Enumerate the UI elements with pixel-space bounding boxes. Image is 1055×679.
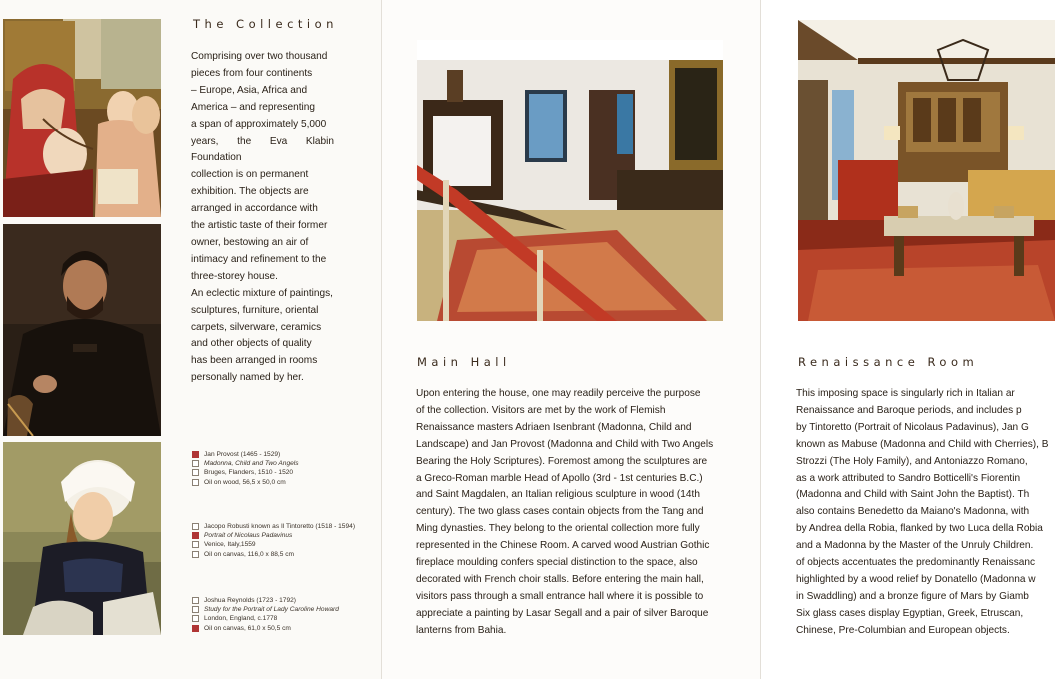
text-line: personally named by her. (191, 372, 304, 384)
caption-marker (192, 551, 199, 558)
text-line: sculptures, furniture, oriental (191, 304, 319, 316)
caption-marker (192, 615, 199, 622)
text-line: owner, bestowing an air of (191, 236, 309, 248)
section-heading-renaissance-room: Renaissance Room (798, 355, 979, 369)
caption-medium: Oil on canvas, 61,0 x 50,5 cm (204, 624, 291, 632)
text-line: Strozzi (The Holy Family), and Antoniazzo Romano, (796, 455, 1028, 467)
text-line: in Swaddling) and a bronze figure of Mars by Giamb (796, 590, 1029, 602)
caption-medium: Oil on wood, 56,5 x 50,0 cm (204, 478, 286, 486)
text-line: as a work attributed to Sandro Botticelli's Fiorentin (796, 472, 1021, 484)
text-line: represented in the Chinese Room. A carved wood Austrian Gothic (416, 540, 710, 552)
caption-reynolds (192, 596, 377, 633)
caption-marker (192, 451, 199, 458)
text-line: years, the Eva Klabin Foundation (191, 135, 334, 164)
text-line: known as Mabuse (Madonna and Child with Cherries), B (796, 438, 1049, 450)
text-line: three-storey house. (191, 270, 278, 282)
painting-lady-caroline-howard (3, 442, 161, 635)
painting-portrait-padavinus (3, 224, 161, 436)
text-line: An eclectic mixture of paintings, (191, 287, 333, 299)
text-line: has been arranged in rooms (191, 355, 318, 367)
text-line: of objects accentuates the predominantly Renaissanc (796, 557, 1036, 569)
caption-title: Study for the Portrait of Lady Caroline Howard (204, 606, 339, 614)
caption-artist: Jacopo Robusti known as Il Tintoretto (1518 - 1594) (204, 523, 356, 531)
text-line: appreciate a painting by Lasar Segall and a pair of silver Baroque (416, 607, 709, 619)
text-line: carpets, silverware, ceramics (191, 321, 322, 333)
main-hall-description (416, 386, 723, 640)
left-panel (0, 0, 381, 679)
text-line: lanterns from Bahia. (416, 624, 507, 636)
text-line: This imposing space is singularly rich in Italian ar (796, 388, 1015, 399)
text-line: and a Madonna by the Master of the Unruly Children. (796, 540, 1034, 552)
section-heading-main-hall: Main Hall (417, 355, 511, 369)
text-line: Renaissance and Baroque periods, and includes p (796, 404, 1022, 416)
text-line: Upon entering the house, one may readily perceive the purpose (416, 388, 701, 399)
renaissance-room-description (796, 386, 1054, 640)
caption-provost (192, 450, 377, 487)
text-line: Chinese, Pre-Columbian and European objects. (796, 624, 1010, 636)
text-line: America – and representing (191, 101, 315, 113)
text-line: exhibition. The objects are (191, 186, 309, 198)
text-line: the artistic taste of their former (191, 220, 328, 232)
caption-tintoretto (192, 522, 377, 559)
caption-origin: Bruges, Flanders, 1510 - 1520 (204, 469, 294, 477)
caption-marker (192, 625, 199, 632)
caption-marker (192, 597, 199, 604)
text-line: century). The two glass cases contain objects from the Tang and (416, 506, 704, 518)
text-line: Bearing the Holy Scriptures). Foremost among the sculptures are (416, 455, 708, 467)
text-line: intimacy and refinement to the (191, 253, 327, 265)
middle-panel (382, 0, 760, 679)
photo-renaissance-room (798, 20, 1055, 321)
caption-origin: Venice, Italy,1559 (204, 541, 256, 549)
text-line: pieces from four continents (191, 67, 313, 79)
text-line: (Madonna and Child with Saint John the Baptist). Th (796, 489, 1030, 501)
section-heading-collection: The Collection (193, 17, 338, 31)
text-line: visitors pass through a small entrance hall where it is possible to (416, 590, 704, 602)
text-line: a span of approximately 5,000 (191, 118, 327, 130)
text-line: Ming dynasties. They belong to the oriental collection more fully (416, 523, 700, 535)
text-line: – Europe, Asia, Africa and (191, 84, 308, 96)
caption-artist: Jan Provost (1465 - 1529) (204, 451, 281, 459)
caption-marker (192, 541, 199, 548)
caption-title: Madonna, Child and Two Angels (204, 460, 299, 468)
caption-artist: Joshua Reynolds (1723 - 1792) (204, 597, 297, 605)
collection-description (191, 49, 334, 387)
text-line: by Andrea della Robia, flanked by two Luca della Robia (796, 523, 1043, 535)
caption-origin: London, England, c.1778 (204, 615, 278, 623)
text-line: highlighted by a wood relief by Donatello (Madonna w (796, 573, 1036, 585)
text-line: of the collection. Visitors are met by the work of Flemish (416, 404, 666, 416)
text-line: also contains Benedetto da Maiano's Madonna, with (796, 506, 1030, 518)
caption-marker (192, 460, 199, 467)
text-line: decorated with French choir stalls. Before entering the main hall, (416, 573, 704, 585)
text-line: and other objects of quality (191, 338, 312, 350)
photo-main-hall (417, 40, 723, 321)
caption-marker (192, 523, 199, 530)
caption-marker (192, 469, 199, 476)
text-line: arranged in accordance with (191, 203, 318, 215)
caption-marker (192, 606, 199, 613)
text-line: Comprising over two thousand (191, 51, 328, 62)
text-line: fireplace moulding confers special distinction to the space, also (416, 557, 698, 569)
painting-madonna-child-angels (3, 19, 161, 217)
right-panel (761, 0, 1055, 679)
text-line: Renaissance masters Adriaen Isenbrant (Madonna, Child and (416, 421, 692, 433)
text-line: and Saint Magdalen, an Italian religious sculpture in wood (14th (416, 489, 700, 501)
caption-medium: Oil on canvas, 116,0 x 88,5 cm (204, 550, 295, 558)
text-line: Landscape) and Jan Provost (Madonna and Child with Two Angels (416, 438, 714, 450)
caption-marker (192, 479, 199, 486)
text-line: by Tintoretto (Portrait of Nicolaus Padavinus), Jan G (796, 421, 1029, 433)
text-line: a Greco-Roman marble Head of Apollo (3rd - 1st centuries B.C.) (416, 472, 703, 484)
caption-marker (192, 532, 199, 539)
text-line: collection is on permanent (191, 169, 309, 181)
text-line: Six glass cases display Egyptian, Greek, Etruscan, (796, 607, 1024, 619)
caption-title: Portrait of Nicolaus Padavinus (204, 532, 293, 540)
